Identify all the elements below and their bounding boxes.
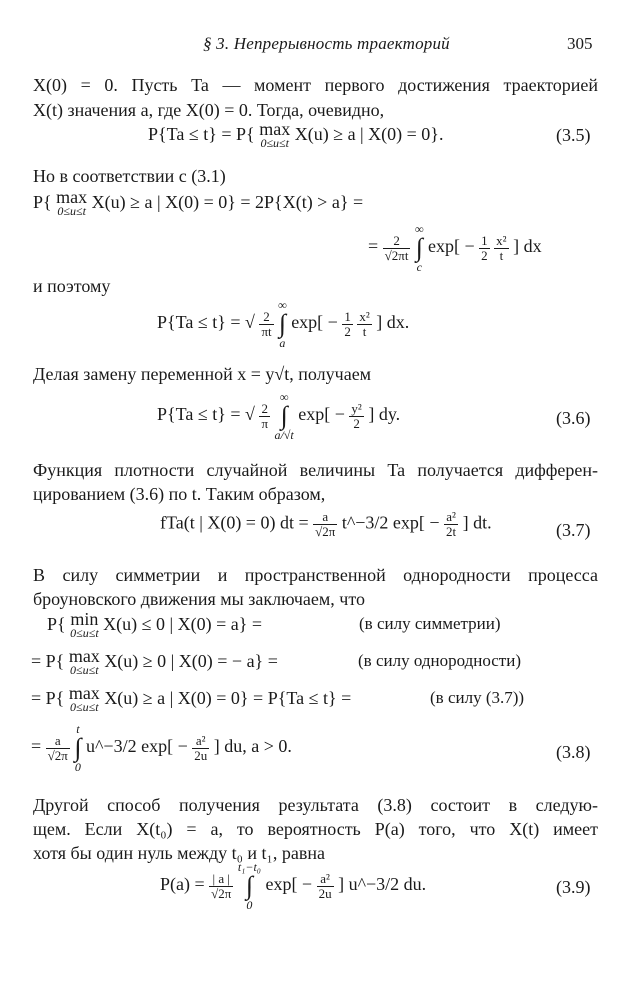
eq-text: ] dy. — [368, 404, 401, 425]
fraction — [444, 510, 458, 539]
numerator: a — [46, 734, 70, 749]
op-range: 0≤u≤t — [70, 663, 99, 677]
min-operator — [70, 609, 99, 640]
op-range: 0≤u≤t — [70, 700, 99, 714]
paragraph-line: хотя бы один нуль между t₀ и t₁, равна — [33, 843, 325, 863]
equation-3-6 — [157, 390, 400, 442]
eq-text: u^−3/2 exp[ − — [85, 736, 188, 757]
fraction — [192, 734, 209, 763]
upper-limit: ∞ — [278, 298, 287, 312]
op-label: max — [68, 646, 100, 666]
eq-text: ] dx. — [376, 312, 410, 333]
denominator: t — [499, 247, 504, 263]
eq-text: P{Ta ≤ t} = √ — [157, 404, 255, 425]
equation-unnumbered — [157, 298, 409, 350]
paragraph-line: Но в соответствии с (3.1) — [33, 166, 226, 186]
eq-text: X(u) ≥ a | X(0) = 0}. — [294, 124, 444, 145]
eq-text: = — [368, 236, 379, 257]
eq-text: t^−3/2 exp[ − — [341, 512, 440, 533]
numerator: y² — [351, 400, 362, 416]
section-title: § 3. Непрерывность траекторий — [203, 34, 450, 53]
eq-text: P{Ta ≤ t} = P{ — [148, 124, 255, 145]
fraction — [317, 872, 334, 901]
denominator: t — [362, 323, 367, 339]
eq-text: P(a) = — [160, 874, 205, 895]
lower-limit: 0 — [246, 898, 253, 912]
equation-number: (3.8) — [556, 742, 591, 762]
op-label: min — [70, 609, 99, 629]
paragraph-line: и поэтому — [33, 276, 111, 296]
fraction — [46, 734, 70, 763]
numerator: 1 — [344, 308, 351, 324]
op-label: max — [68, 683, 100, 703]
denominator: √2π — [211, 885, 232, 901]
equation-3-9 — [160, 860, 426, 912]
paragraph-line: X(0) = 0. Пусть Ta — момент первого достижения траекторией — [33, 75, 598, 95]
integral-sign: ∫ — [280, 401, 288, 430]
upper-limit: t₁−t₀ — [237, 860, 261, 874]
paragraph-line: щем. Если X(t₀) = a, то вероятность P(a) того, что X(t) имеет — [33, 819, 598, 839]
numerator: x² — [359, 308, 370, 324]
page-number: 305 — [567, 34, 593, 53]
denominator: 2u — [318, 885, 332, 901]
eq-text: exp[ − — [265, 874, 313, 895]
integral — [238, 860, 261, 912]
fraction — [313, 510, 337, 539]
max-operator — [68, 646, 100, 677]
lower-limit: 0 — [74, 760, 81, 774]
op-label: max — [259, 119, 291, 139]
equation-integral-line — [368, 222, 542, 274]
integral-sign: ∫ — [245, 871, 253, 900]
justification-note: (в силу (3.7)) — [430, 688, 525, 707]
fraction — [209, 872, 233, 901]
eq-text: ] dx — [513, 236, 542, 257]
chain-line — [31, 646, 278, 677]
op-range: 0≤u≤t — [57, 204, 86, 218]
denominator: πt — [261, 323, 272, 339]
numerator: x² — [496, 232, 507, 248]
equation-number: (3.7) — [556, 520, 591, 540]
justification-note: (в силу однородности) — [358, 651, 521, 670]
fraction — [479, 234, 490, 263]
numerator: 2 — [259, 402, 270, 417]
numerator: a² — [192, 734, 209, 749]
upper-limit: ∞ — [279, 390, 289, 404]
eq-text: ] u^−3/2 du. — [338, 874, 427, 895]
eq-text: P{ — [33, 192, 52, 213]
paragraph-line: В силу симметрии и пространственной однородности процесса — [33, 565, 598, 585]
eq-text: X(u) ≥ a | X(0) = 0} = 2P{X(t) > a} = — [91, 192, 364, 213]
integral-sign: ∫ — [278, 309, 286, 338]
lower-limit: a — [279, 336, 286, 350]
integral — [278, 298, 287, 350]
denominator: √2π — [315, 524, 336, 539]
eq-text: exp[ − — [298, 404, 345, 425]
equation-number: (3.5) — [556, 125, 591, 145]
numerator: a² — [444, 510, 458, 525]
justification-note: (в силу симметрии) — [359, 614, 501, 633]
equation-number: (3.9) — [556, 877, 591, 897]
lower-limit: a/√t — [274, 428, 294, 442]
upper-limit: ∞ — [414, 222, 424, 236]
denominator: 2u — [194, 747, 208, 763]
paragraph-line: броуновского движения мы заключаем, что — [33, 589, 365, 609]
eq-text: ] dt. — [462, 512, 492, 533]
numerator: | a | — [209, 872, 233, 887]
integral — [275, 390, 294, 442]
equation-3-8 — [31, 722, 292, 774]
eq-text: = P{ — [31, 651, 65, 672]
eq-text: X(u) ≥ 0 | X(0) = − a} = — [104, 651, 278, 672]
denominator: √2πt — [384, 247, 409, 263]
op-label: max — [56, 187, 88, 207]
fraction — [259, 402, 270, 431]
fraction — [342, 310, 353, 339]
numerator: 2 — [259, 310, 273, 325]
numerator: a — [313, 510, 337, 525]
denominator: 2 — [481, 247, 488, 263]
paragraph-line: X(t) значения a, где X(0) = 0. Тогда, очевидно, — [33, 100, 385, 120]
op-range: 0≤u≤t — [70, 626, 99, 640]
max-operator — [68, 683, 100, 714]
eq-text: P{Ta ≤ t} = √ — [157, 312, 255, 333]
fraction — [259, 310, 273, 339]
integral-sign: ∫ — [74, 733, 82, 762]
paragraph-line: Функция плотности случайной величины Ta получается дифферен- — [33, 460, 598, 480]
equation-3-7 — [160, 510, 492, 539]
eq-text: exp[ − — [291, 312, 338, 333]
fraction — [357, 310, 371, 339]
integral-sign: ∫ — [415, 233, 423, 262]
upper-limit: t — [76, 722, 80, 736]
fraction — [494, 234, 508, 263]
eq-text: ] du, a > 0. — [213, 736, 292, 757]
fraction — [383, 234, 411, 263]
denominator: π — [261, 415, 269, 431]
op-range: 0≤u≤t — [260, 136, 289, 150]
denominator: 2 — [353, 415, 360, 431]
paragraph-line: Другой способ получения результата (3.8) состоит в следую- — [33, 795, 598, 815]
numerator: 2 — [383, 234, 411, 249]
integral — [415, 222, 424, 274]
equation-max-line — [33, 187, 364, 218]
lower-limit: c — [416, 260, 422, 274]
integral — [74, 722, 81, 774]
eq-text: exp[ − — [428, 236, 475, 257]
eq-text: X(u) ≤ 0 | X(0) = a} = — [103, 614, 263, 635]
eq-text: X(u) ≥ a | X(0) = 0} = P{Ta ≤ t} = — [104, 688, 352, 709]
max-operator — [259, 119, 291, 150]
eq-text: = — [31, 736, 42, 757]
max-operator — [56, 187, 88, 218]
denominator: 2 — [344, 323, 351, 339]
chain-line — [31, 683, 352, 714]
denominator: √2π — [47, 747, 68, 763]
eq-text: = P{ — [31, 688, 65, 709]
denominator: 2t — [446, 524, 457, 539]
chain-line — [47, 609, 263, 640]
fraction — [349, 402, 363, 431]
paragraph-line: цированием (3.6) по t. Таким образом, — [33, 484, 326, 504]
paragraph-line: Делая замену переменной x = y√t, получаем — [33, 364, 372, 384]
equation-number: (3.6) — [556, 408, 591, 428]
numerator: 1 — [481, 232, 488, 248]
eq-text: P{ — [47, 614, 66, 635]
eq-text: fTa(t | X(0) = 0) dt = — [160, 512, 309, 533]
numerator: a² — [317, 872, 334, 887]
equation-3-5 — [148, 119, 444, 150]
